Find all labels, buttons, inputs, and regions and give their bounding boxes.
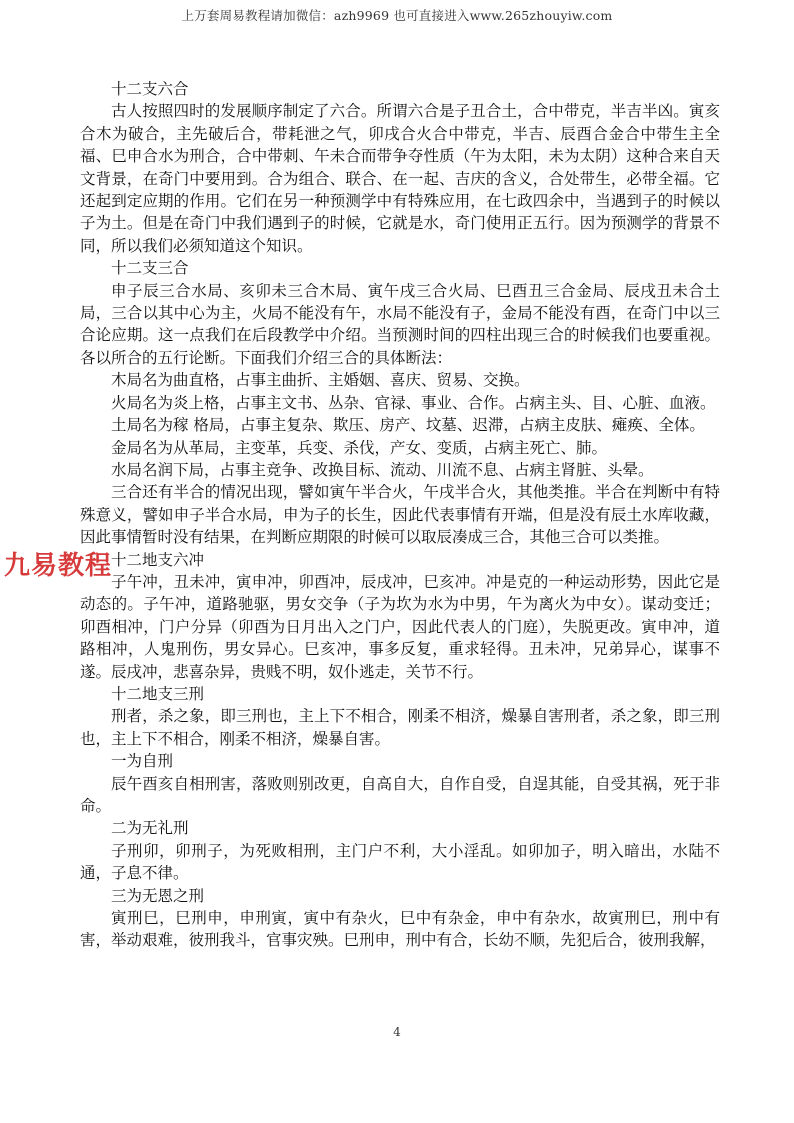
section-heading-wuenxing: 三为无恩之刑	[111, 886, 205, 905]
section-heading-wulixing: 二为无礼刑	[111, 819, 189, 838]
paragraph-banhe: 三合还有半合的情况出现，譬如寅午半合火，午戌半合火，其他类推。半合在判断中有特殊意义，譬如申子半合水局，申为子的长生，因此代表事情有开端，但是没有辰土水库收藏，因此事情暂时没有结果，在判断应期限的时候可以取辰凑成三合，其他三合可以类推。	[80, 483, 720, 547]
paragraph-water: 水局名润下局，占事主竞争、改换目标、流动、川流不息、占病主肾脏、头晕。	[111, 460, 654, 479]
paragraph-liuchong: 子午冲，丑未冲，寅申冲，卯酉冲，辰戌冲，巳亥冲。冲是克的一种运动形势，因此它是动态的。子午冲，道路驰驱，男女交争（子为坎为水为中男，午为离火为中女）。谋动变迁；卯酉相冲，门户分异（卯酉为日月出入之门户，因此代表人的门庭），失脱更改。寅申冲，道路相冲，人鬼刑伤，男女异心。巳亥冲，事多反复，重求轻得。丑未冲，兄弟异心，谋事不遂。辰戌冲，悲喜杂异，贵贱不明，奴仆逃走，关节不行。	[80, 572, 720, 681]
document-body	[80, 78, 720, 952]
paragraph-metal: 金局名为从革局，主变革，兵变、杀伐，产女、变质，占病主死亡、肺。	[111, 438, 608, 457]
section-heading-liuhe: 十二支六合	[111, 80, 189, 98]
section-heading-sanhe: 十二支三合	[111, 259, 189, 278]
watermark-logo: 九易教程	[4, 551, 113, 581]
paragraph-zixing: 辰午酉亥自相刑害，落败则别改更，自高自大，自作自受，自逞其能，自受其祸，死于非命。	[80, 774, 720, 815]
paragraph-liuhe: 古人按照四时的发展顺序制定了六合。所谓六合是子丑合土，合中带克，半吉半凶。寅亥合木为破合，主先破后合，带耗泄之气，卯戌合火合中带克，半吉、辰酉合金合中带生主全福、巳申合水为刑合，合中带刺、午未合而带争夺性质（午为太阳，未为太阴）这种合来自天文背景，在奇门中要用到。合为组合、联合、在一起、吉庆的含义，合处带生，必带全福。它还起到定应期的作用。它们在另一种预测学中有特殊应用，在七政四余中，当遇到子的时候以子为土。但是在奇门中我们遇到子的时候，它就是水，奇门使用正五行。因为预测学的背景不同，所以我们必须知道这个知识。	[80, 102, 720, 255]
section-heading-zixing: 一为自刑	[111, 752, 174, 771]
paragraph-sanhe: 申子辰三合水局、亥卯未三合木局、寅午戌三合火局、巳酉丑三合金局、辰戌丑未合土局，三合以其中心为主，火局不能没有午，水局不能没有子，金局不能没有酉，在奇门中以三合论应期。这一点我们在后段教学中介绍。当预测时间的四柱出现三合的时候我们也要重视。各以所合的五行论断。下面我们介绍三合的具体断法：	[80, 281, 720, 367]
paragraph-wuenxing: 寅刑巳，巳刑申，申刑寅，寅中有杂火，巳中有杂金，申中有杂水，故寅刑巳，刑中有害，举动艰难，彼刑我斗，官事灾殃。巳刑申，刑中有合，长幼不顺，先犯后合，彼刑我解，	[80, 909, 720, 950]
paragraph-fire: 火局名为炎上格，占事主文书、丛杂、官禄、事业、合作。占病主头、目、心脏、血液。	[111, 393, 716, 412]
page-number: 4	[393, 1025, 401, 1039]
paragraph-sanxing: 刑者，杀之象，即三刑也，主上下不相合，刚柔不相济，燥暴自害刑者，杀之象，即三刑也，主上下不相合，刚柔不相济，燥暴自害。	[80, 707, 720, 748]
section-heading-sanxing: 十二地支三刑	[111, 684, 205, 703]
section-heading-liuchong: 十二地支六冲	[111, 550, 205, 569]
paragraph-earth: 土局名为稼 格局，占事主复杂、欺压、房产、坟墓、迟滞，占病主皮肤、瘫痪、全体。	[111, 416, 705, 435]
paragraph-wulixing: 子刑卯，卯刑子，为死败相刑，主门户不利，大小淫乱。如卯加子，明入暗出，水陆不通，子息不律。	[80, 841, 720, 883]
page-header: 上万套周易教程请加微信：azh9969 也可直接进入www.265zhouyiw.com	[181, 8, 613, 23]
paragraph-wood: 木局名为曲直格，占事主曲折、主婚姻、喜庆、贸易、交换。	[111, 371, 530, 390]
